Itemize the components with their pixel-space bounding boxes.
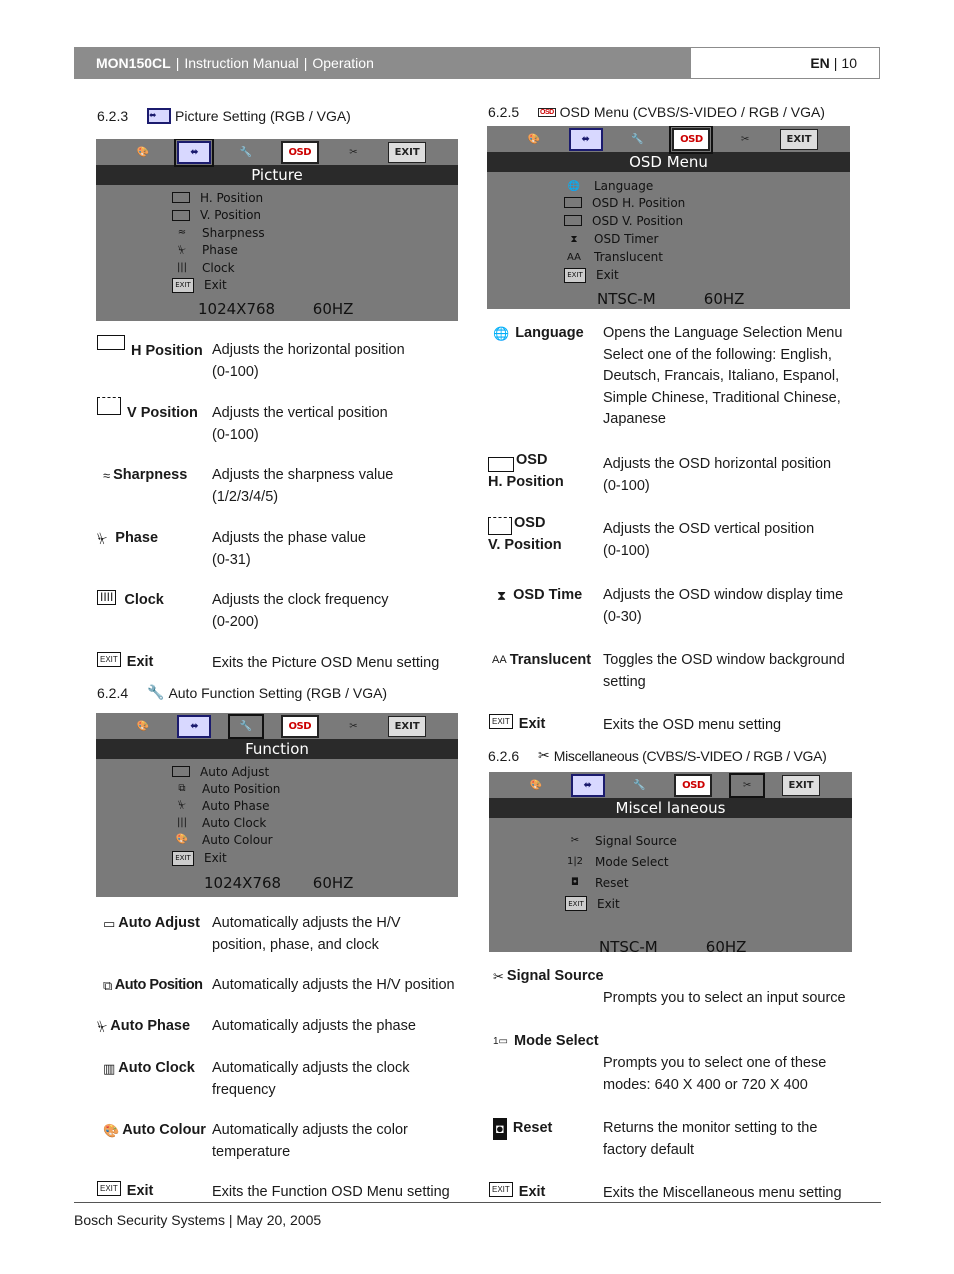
globe-icon: 🌐	[493, 326, 510, 341]
auto-adjust-icon	[172, 766, 190, 777]
resolution: NTSC-M	[597, 290, 656, 308]
auto-position-icon: ⧉	[103, 978, 112, 993]
header-separator: |	[175, 55, 180, 71]
desc-signal-source: Prompts you to select an input source	[603, 990, 846, 1006]
osd-menu-item: EXIT Exit	[565, 893, 852, 914]
clock-icon: IIII	[97, 590, 116, 605]
term-signal-source: ✂ Signal Source	[493, 966, 604, 988]
term-v-position: V Position	[97, 397, 198, 425]
footer-text: Bosch Security Systems | May 20, 2005	[74, 1212, 322, 1228]
osd-menu-list	[564, 178, 850, 284]
osd-v-position-icon	[488, 517, 512, 535]
term-mode-select: 1▭ Mode Select	[493, 1031, 599, 1053]
desc-phase: Adjusts the phase value (0-31)	[212, 530, 366, 568]
term-clock: IIII Clock	[97, 590, 164, 612]
hourglass-icon: ⧗	[570, 233, 578, 245]
osd-h-position-icon	[564, 197, 582, 208]
desc-reset: Returns the monitor setting to the factory default	[603, 1120, 818, 1158]
desc-osd-time: Adjusts the OSD window display time (0-30)	[603, 587, 844, 625]
desc-sharpness: Adjusts the sharpness value (1/2/3/4/5)	[212, 467, 394, 505]
osd-v-position-icon	[564, 215, 582, 226]
auto-position-icon: ⧉	[178, 783, 186, 794]
osd-menu-item: V. Position	[172, 207, 458, 225]
reset-icon: ◘	[571, 877, 579, 888]
section-heading-6-2-4	[97, 684, 387, 701]
frequency: 60HZ	[312, 300, 354, 318]
monitor-icon: ⬌	[147, 108, 171, 124]
osd-title: OSD Menu	[487, 152, 850, 172]
misc-icon: ✂	[349, 720, 358, 732]
osd-menu-item: Auto Adjust	[172, 763, 458, 780]
exit-icon: EXIT	[782, 775, 820, 796]
tool-icon: 🔧	[239, 146, 253, 158]
osd-h-position-icon	[488, 457, 514, 472]
term-auto-adjust: ▭ Auto Adjust	[103, 913, 200, 935]
tool-icon: 🔧	[231, 717, 261, 736]
term-exit: EXIT Exit	[97, 1181, 153, 1203]
h-position-icon	[97, 335, 125, 350]
osd-resolution-line	[597, 290, 850, 308]
globe-icon: 🌐	[567, 180, 581, 192]
desc-auto-phase: Automatically adjusts the phase	[212, 1018, 416, 1034]
signal-source-icon: ✂	[570, 835, 580, 846]
exit-icon: EXIT	[388, 142, 426, 163]
term-phase: ⏧ Phase	[97, 528, 158, 550]
term-auto-clock: ▥ Auto Clock	[103, 1058, 195, 1080]
manual-name: Instruction Manual	[184, 55, 299, 71]
monitor-icon: ⬌	[177, 141, 211, 164]
osd-menu-item: ||| Clock	[172, 259, 458, 277]
osd-menu-item: ⧗ OSD Timer	[564, 230, 850, 248]
exit-icon: EXIT	[97, 1181, 121, 1196]
desc-exit: Exits the OSD menu setting	[603, 717, 782, 733]
translucent-icon: AA	[567, 251, 581, 263]
desc-clock: Adjusts the clock frequency (0-200)	[212, 592, 389, 630]
resolution: 1024X768	[198, 300, 276, 318]
footer-divider	[74, 1202, 881, 1203]
tool-icon: 🔧	[147, 684, 165, 700]
palette-icon: 🎨	[529, 779, 543, 791]
osd-icon: OSD	[281, 141, 319, 164]
osd-icon: OSD	[540, 108, 554, 116]
section-title: Auto Function Setting (RGB / VGA)	[168, 684, 388, 701]
frequency: 60HZ	[705, 938, 747, 952]
desc-auto-colour: Automatically adjusts the color temperature	[212, 1122, 408, 1160]
osd-menu-item: EXIT Exit	[172, 277, 458, 295]
section-number: 6.2.3	[97, 108, 129, 124]
term-h-position: H Position	[97, 335, 203, 363]
misc-icon: ✂	[732, 776, 762, 795]
osd-menu-item: ⧉ Auto Position	[172, 780, 458, 797]
term-auto-colour: 🎨 Auto Colour	[103, 1120, 206, 1142]
header-title-bar	[74, 47, 690, 79]
palette-icon: 🎨	[136, 146, 150, 158]
section-heading-6-2-5	[488, 104, 825, 120]
osd-resolution-line	[204, 874, 458, 892]
osd-menu-item: ⏧ Auto Phase	[172, 797, 458, 814]
desc-auto-position: Automatically adjusts the H/V position	[212, 977, 455, 993]
term-exit: EXIT Exit	[489, 1182, 545, 1204]
v-position-icon	[97, 397, 121, 415]
section-heading-6-2-6	[488, 747, 826, 764]
osd-icon: OSD	[281, 715, 319, 738]
term-auto-position: ⧉ Auto Position	[103, 975, 203, 997]
tool-icon: 🔧	[633, 779, 646, 791]
exit-icon: EXIT	[97, 652, 121, 667]
tool-icon: 🔧	[631, 133, 644, 145]
osd-menu-list	[172, 189, 458, 294]
desc-exit: Exits the Miscellaneous menu setting	[603, 1185, 842, 1201]
term-auto-phase: ⏧ Auto Phase	[97, 1016, 190, 1038]
osd-icon-row	[96, 139, 458, 165]
term-osd-time: ⧗ OSD Time	[497, 585, 582, 607]
osd-resolution-line	[599, 938, 852, 952]
v-position-icon	[172, 210, 190, 221]
palette-icon: 🎨	[527, 133, 541, 145]
sharpness-icon: ≈	[177, 227, 187, 239]
section-title: OSD Menu (CVBS/S-VIDEO / RGB / VGA)	[559, 104, 825, 120]
exit-icon: EXIT	[489, 714, 513, 729]
sharpness-icon: ≈	[103, 468, 111, 483]
frequency: 60HZ	[312, 874, 354, 892]
miscellaneous-osd-screen	[489, 772, 852, 952]
exit-icon: EXIT	[172, 851, 194, 866]
monitor-icon: ⬌	[569, 128, 603, 151]
exit-icon: EXIT	[780, 129, 818, 150]
osd-menu-list	[565, 830, 852, 914]
osd-menu-item: ≈ Sharpness	[172, 224, 458, 242]
picture-osd-screen	[96, 139, 458, 321]
osd-menu-item: AA Translucent	[564, 248, 850, 266]
term-reset: ◘ Reset	[493, 1118, 552, 1140]
h-position-icon	[172, 192, 190, 203]
exit-icon: EXIT	[388, 716, 426, 737]
resolution: NTSC-M	[599, 938, 658, 952]
section-title: Miscellaneous (CVBS/S-VIDEO / RGB / VGA)	[553, 747, 827, 764]
osd-icon: OSD	[672, 128, 710, 151]
term-translucent: AA Translucent	[492, 650, 591, 672]
header-separator: |	[303, 55, 308, 71]
desc-auto-adjust: Automatically adjusts the H/V position, phase, and clock	[212, 915, 401, 953]
term-osd-v-position: OSD V. Position	[488, 515, 562, 553]
header-page-box	[690, 47, 880, 79]
page-number: 10	[841, 55, 857, 71]
phase-icon: ⏧	[97, 531, 108, 546]
osd-menu-item: ⏧ Phase	[172, 242, 458, 260]
osd-menu-item: 🎨 Auto Colour	[172, 831, 458, 848]
desc-mode-select: Prompts you to select one of these modes: 640 X 400 or 720 X 400	[603, 1055, 827, 1093]
section-number: 6.2.5	[488, 104, 520, 120]
term-language: 🌐 Language	[493, 323, 584, 345]
osd-title: Picture	[96, 165, 458, 185]
osd-icon-row	[96, 713, 458, 739]
osd-icon: OSD	[674, 774, 712, 797]
exit-icon: EXIT	[489, 1182, 513, 1197]
auto-phase-icon: ⏧	[97, 1019, 108, 1034]
desc-exit: Exits the Function OSD Menu setting	[212, 1184, 450, 1200]
frequency: 60HZ	[703, 290, 745, 308]
osd-resolution-line	[198, 300, 458, 318]
signal-source-icon: ✂	[493, 969, 504, 984]
auto-clock-icon: |||	[176, 817, 188, 828]
exit-icon: EXIT	[565, 896, 587, 911]
translucent-icon: AA	[492, 654, 507, 666]
osd-menu-item: OSD H. Position	[564, 195, 850, 212]
monitor-icon: ⬌	[177, 715, 211, 738]
desc-h-position: Adjusts the horizontal position (0-100)	[212, 342, 405, 380]
osd-menu-osd-screen	[487, 126, 850, 309]
osd-menu-item: H. Position	[172, 189, 458, 207]
osd-icon-row	[487, 126, 850, 152]
section-number: 6.2.4	[97, 684, 129, 701]
osd-menu-item: ✂ Signal Source	[565, 830, 852, 851]
mode-select-icon: 1▭	[493, 1036, 509, 1047]
phase-icon: ⏧	[178, 244, 186, 256]
osd-menu-item: 🌐 Language	[564, 178, 850, 195]
misc-icon: ✂	[538, 747, 550, 763]
auto-clock-icon: ▥	[103, 1061, 116, 1076]
monitor-icon: ⬌	[571, 774, 605, 797]
desc-v-position: Adjusts the vertical position (0-100)	[212, 405, 388, 443]
osd-title: Miscel laneous	[489, 798, 852, 818]
osd-icon-row	[489, 772, 852, 798]
misc-icon: ✂	[349, 146, 358, 158]
resolution: 1024X768	[204, 874, 282, 892]
auto-phase-icon: ⏧	[178, 800, 186, 811]
function-osd-screen	[96, 713, 458, 897]
hourglass-icon: ⧗	[497, 588, 507, 603]
product-name: MON150CL	[96, 55, 171, 71]
chapter-name: Operation	[312, 55, 374, 71]
palette-icon: 🎨	[136, 720, 150, 732]
desc-language: Opens the Language Selection Menu Select one of the following: English, Deutsch, Francais, Italiano, Espanol, Simple Chinese, Traditional Chinese, Japanese	[603, 325, 843, 427]
misc-icon: ✂	[741, 133, 750, 145]
auto-colour-icon: 🎨	[175, 834, 189, 845]
mode-select-icon: 1|2	[566, 856, 584, 867]
osd-menu-item: ◘ Reset	[565, 872, 852, 893]
section-number: 6.2.6	[488, 747, 520, 764]
term-exit: EXIT Exit	[97, 652, 153, 674]
exit-icon: EXIT	[172, 278, 194, 293]
osd-menu-item: OSD V. Position	[564, 211, 850, 230]
clock-icon: |||	[176, 262, 188, 274]
term-sharpness: ≈ Sharpness	[103, 465, 187, 487]
osd-title: Function	[96, 739, 458, 759]
osd-menu-item: EXIT Exit	[172, 848, 458, 868]
osd-menu-list	[172, 763, 458, 868]
term-exit: EXIT Exit	[489, 714, 545, 736]
desc-translucent: Toggles the OSD window background setting	[603, 652, 845, 690]
osd-menu-item: EXIT Exit	[564, 266, 850, 284]
auto-adjust-icon: ▭	[103, 916, 116, 931]
section-heading-6-2-3	[97, 108, 351, 124]
reset-icon: ◘	[493, 1118, 507, 1140]
palette-icon: 🎨	[103, 1123, 120, 1138]
osd-menu-item: 1|2 Mode Select	[566, 854, 669, 869]
header-separator: |	[833, 55, 838, 71]
desc-auto-clock: Automatically adjusts the clock frequency	[212, 1060, 410, 1098]
term-osd-h-position: OSD H. Position	[488, 452, 564, 490]
osd-menu-item: ||| Auto Clock	[172, 814, 458, 831]
exit-icon: EXIT	[564, 268, 586, 283]
desc-exit: Exits the Picture OSD Menu setting	[212, 655, 440, 671]
desc-osd-v-position: Adjusts the OSD vertical position (0-100)	[603, 521, 815, 559]
desc-osd-h-position: Adjusts the OSD horizontal position (0-100)	[603, 456, 832, 494]
language-code: EN	[810, 55, 830, 71]
section-title: Picture Setting (RGB / VGA)	[175, 108, 351, 124]
